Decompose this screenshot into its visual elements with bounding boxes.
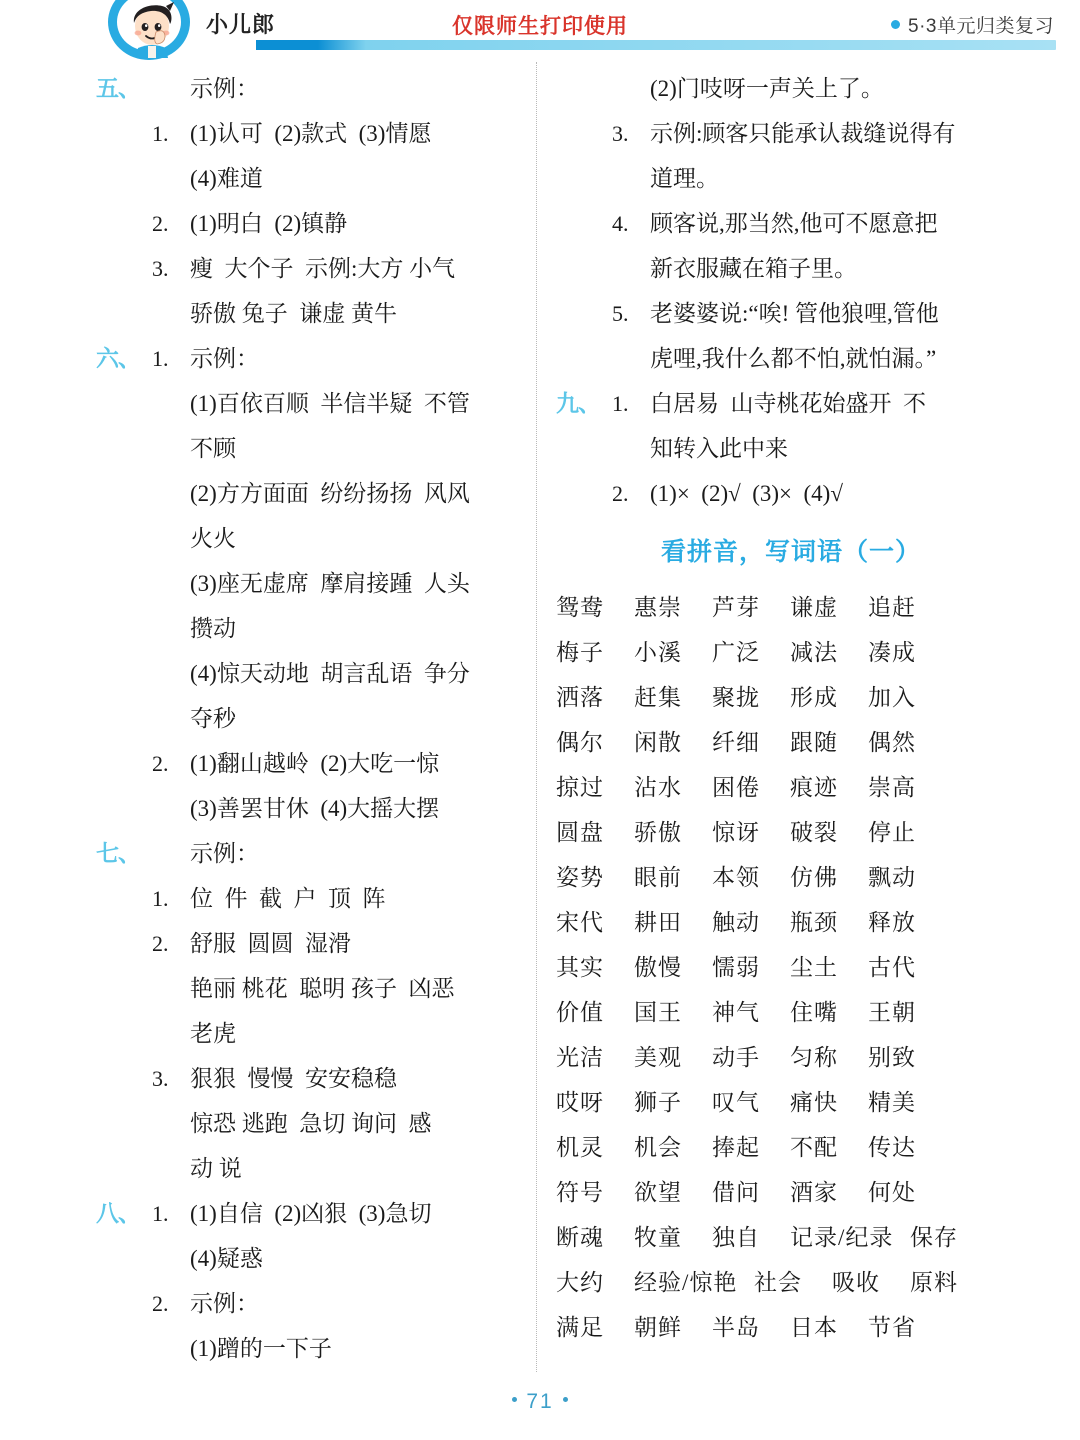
word-grid-cell: 沾水 <box>634 775 682 800</box>
word-grid-cell: 国王 <box>634 1000 682 1025</box>
item-number: 2. <box>612 481 629 506</box>
word-grid-cell: 半岛 <box>712 1315 760 1340</box>
word-grid-cell: 聚拢 <box>712 685 760 710</box>
word-grid-cell: 梅子 <box>556 640 604 665</box>
answer-line: 惊恐 逃跑 急切 询问 感 <box>190 1111 432 1136</box>
word-grid-cell: 广泛 <box>712 640 760 665</box>
word-grid-row <box>556 1215 1026 1260</box>
word-grid-cell: 原料 <box>910 1270 958 1295</box>
answer-line: (2)方方面面 纷纷扬扬 风风 <box>190 481 470 506</box>
answer-line: (4)难道 <box>190 166 263 191</box>
word-grid-row <box>556 1170 1026 1215</box>
word-grid-cell: 牧童 <box>634 1225 682 1250</box>
word-grid-row <box>556 990 1026 1035</box>
page-header <box>0 0 1080 58</box>
answer-line: 攒动 <box>190 616 236 641</box>
word-grid-cell: 飘动 <box>868 865 916 890</box>
word-grid-cell: 不配 <box>790 1135 838 1160</box>
word-grid-cell: 大约 <box>556 1270 604 1295</box>
word-grid-cell: 宋代 <box>556 910 604 935</box>
item-number: 3. <box>612 121 629 146</box>
word-grid-cell: 价值 <box>556 1000 604 1025</box>
right-answer-column <box>556 66 1026 1350</box>
word-grid-cell: 加入 <box>868 685 916 710</box>
answer-line: (1)蹭的一下子 <box>190 1336 332 1361</box>
answer-line: 骄傲 兔子 谦虚 黄牛 <box>190 301 397 326</box>
column-divider <box>536 62 537 1372</box>
print-notice: 仅限师生打印使用 <box>452 15 628 38</box>
answer-block <box>96 111 536 201</box>
answer-line: 不顾 <box>190 436 236 461</box>
word-grid-row <box>556 1080 1026 1125</box>
item-number: 1. <box>152 886 169 911</box>
word-grid-cell: 保存 <box>910 1225 958 1250</box>
answer-line: (2)门吱呀一声关上了。 <box>650 76 884 101</box>
answer-line: (1)自信 (2)凶狠 (3)急切 <box>190 1201 432 1226</box>
word-grid-cell: 耕田 <box>634 910 682 935</box>
answer-line: 位 件 截 户 顶 阵 <box>190 886 386 911</box>
word-grid-cell: 欲望 <box>634 1180 682 1205</box>
word-grid-cell: 洒落 <box>556 685 604 710</box>
answer-line: (3)座无虚席 摩肩接踵 人头 <box>190 571 470 596</box>
section-marker: 六、 <box>96 346 140 371</box>
word-grid-cell: 破裂 <box>790 820 838 845</box>
word-grid-cell: 凑成 <box>868 640 916 665</box>
word-grid-cell: 小溪 <box>634 640 682 665</box>
item-number: 5. <box>612 301 629 326</box>
answer-block <box>96 1056 536 1191</box>
section-marker: 八、 <box>96 1201 140 1226</box>
word-grid-cell: 触动 <box>712 910 760 935</box>
answer-body <box>650 471 1026 516</box>
answer-line: 狠狠 慢慢 安安稳稳 <box>190 1066 397 1091</box>
answer-block <box>556 66 1026 111</box>
word-grid-cell: 吸收 <box>832 1270 880 1295</box>
word-grid-row <box>556 630 1026 675</box>
answer-body <box>190 1281 536 1371</box>
section-marker: 七、 <box>96 841 140 866</box>
word-grid-cell: 社会 <box>754 1270 802 1295</box>
answer-line: 示例： <box>190 346 259 371</box>
word-grid-cell: 掠过 <box>556 775 604 800</box>
item-number: 1. <box>152 346 169 371</box>
answer-block <box>96 876 536 921</box>
word-grid-cell: 痛快 <box>790 1090 838 1115</box>
word-grid-cell: 姿势 <box>556 865 604 890</box>
word-grid-cell: 偶然 <box>868 730 916 755</box>
word-grid-cell: 赶集 <box>634 685 682 710</box>
word-grid-heading: 看拼音，写词语（一） <box>660 538 921 566</box>
word-grid-cell: 本领 <box>712 865 760 890</box>
answer-line: 示例： <box>190 841 259 866</box>
item-number: 1. <box>152 121 169 146</box>
item-number: 1. <box>152 1201 169 1226</box>
word-grid-cell: 瓶颈 <box>790 910 838 935</box>
word-grid-row <box>556 1305 1026 1350</box>
word-grid-cell: 日本 <box>790 1315 838 1340</box>
answer-line: 舒服 圆圆 湿滑 <box>190 931 351 956</box>
answer-body <box>190 831 536 876</box>
word-grid-cell: 哎呀 <box>556 1090 604 1115</box>
word-grid <box>556 585 1026 1350</box>
answer-line: (1)明白 (2)镇静 <box>190 211 348 236</box>
word-grid-cell: 记录/纪录 <box>790 1225 894 1250</box>
word-grid-cell: 别致 <box>868 1045 916 1070</box>
answer-line: (1)认可 (2)款式 (3)情愿 <box>190 121 432 146</box>
item-number: 2. <box>152 751 169 776</box>
answer-body <box>190 1191 536 1281</box>
word-grid-cell: 传达 <box>868 1135 916 1160</box>
answer-body <box>650 111 1026 201</box>
page-number: 71 <box>526 1390 554 1413</box>
word-grid-cell: 偶尔 <box>556 730 604 755</box>
answer-body <box>190 246 536 336</box>
word-grid-cell: 节省 <box>868 1315 916 1340</box>
answer-line: (3)善罢甘休 (4)大摇大摆 <box>190 796 440 821</box>
word-grid-cell: 机会 <box>634 1135 682 1160</box>
answer-line: (1)翻山越岭 (2)大吃一惊 <box>190 751 440 776</box>
word-grid-row <box>556 945 1026 990</box>
answer-body <box>190 66 536 111</box>
answer-line: (1)× (2)√ (3)× (4)√ <box>650 481 843 506</box>
answer-body <box>190 741 536 831</box>
answer-line: 老婆婆说:“唉! 管他狼哩,管他 <box>650 301 939 326</box>
word-grid-cell: 精美 <box>868 1090 916 1115</box>
answer-body <box>650 201 1026 291</box>
word-grid-cell: 骄傲 <box>634 820 682 845</box>
section-marker: 五、 <box>96 76 140 101</box>
word-grid-cell: 形成 <box>790 685 838 710</box>
answer-line: 虎哩,我什么都不怕,就怕漏。” <box>650 346 937 371</box>
item-number: 3. <box>152 1066 169 1091</box>
word-grid-cell: 光洁 <box>556 1045 604 1070</box>
answer-line: 艳丽 桃花 聪明 孩子 凶恶 <box>190 976 455 1001</box>
word-grid-cell: 眼前 <box>634 865 682 890</box>
answer-line: 白居易 山寺桃花始盛开 不 <box>650 391 926 416</box>
word-grid-cell: 惠崇 <box>634 595 682 620</box>
word-grid-cell: 释放 <box>868 910 916 935</box>
answer-block <box>556 471 1026 516</box>
answer-line: 示例： <box>190 76 259 101</box>
answer-body <box>190 1056 536 1191</box>
answer-line: 夺秒 <box>190 706 236 731</box>
word-grid-cell: 惊讶 <box>712 820 760 845</box>
word-grid-cell: 闲散 <box>634 730 682 755</box>
answer-body <box>190 381 536 741</box>
word-grid-cell: 追赶 <box>868 595 916 620</box>
item-number: 1. <box>612 391 629 416</box>
answer-block <box>556 111 1026 201</box>
unit-label-text: 5·3单元归类复习 <box>908 16 1054 37</box>
page-footer <box>0 1390 1080 1414</box>
word-grid-row <box>556 585 1026 630</box>
section-marker: 九、 <box>556 391 600 416</box>
word-grid-row <box>556 900 1026 945</box>
answer-line: 瘦 大个子 示例:大方 小气 <box>190 256 456 281</box>
word-grid-cell: 停止 <box>868 820 916 845</box>
answer-body <box>190 201 536 246</box>
word-grid-cell: 仿佛 <box>790 865 838 890</box>
word-grid-cell: 神气 <box>712 1000 760 1025</box>
answer-body <box>650 291 1026 381</box>
answer-line: 动 说 <box>190 1156 242 1181</box>
word-grid-row <box>556 720 1026 765</box>
answer-line: (4)疑惑 <box>190 1246 263 1271</box>
item-number: 3. <box>152 256 169 281</box>
word-grid-cell: 狮子 <box>634 1090 682 1115</box>
word-grid-cell: 其实 <box>556 955 604 980</box>
word-grid-cell: 圆盘 <box>556 820 604 845</box>
word-grid-cell: 鸳鸯 <box>556 595 604 620</box>
word-grid-cell: 谦虚 <box>790 595 838 620</box>
answer-block <box>96 246 536 336</box>
answer-block <box>96 831 536 876</box>
word-grid-cell: 王朝 <box>868 1000 916 1025</box>
footer-dot-right-icon <box>563 1397 568 1402</box>
answer-line: 知转入此中来 <box>650 436 788 461</box>
word-grid-cell: 尘土 <box>790 955 838 980</box>
word-grid-row <box>556 1260 1026 1305</box>
word-grid-cell: 经验/惊艳 <box>634 1270 738 1295</box>
word-grid-row <box>556 810 1026 855</box>
word-grid-cell: 捧起 <box>712 1135 760 1160</box>
word-grid-cell: 傲慢 <box>634 955 682 980</box>
answer-block <box>96 1281 536 1371</box>
answer-block <box>556 291 1026 381</box>
left-answer-column <box>96 66 536 1371</box>
word-grid-row <box>556 675 1026 720</box>
answer-body <box>190 921 536 1056</box>
answer-line: (1)百依百顺 半信半疑 不管 <box>190 391 470 416</box>
answer-line: 新衣服藏在箱子里。 <box>650 256 857 281</box>
word-grid-cell: 叹气 <box>712 1090 760 1115</box>
answer-line: 顾客说,那当然,他可不愿意把 <box>650 211 938 236</box>
answer-block <box>556 381 1026 471</box>
word-grid-cell: 机灵 <box>556 1135 604 1160</box>
answer-block <box>96 336 536 381</box>
word-grid-cell: 断魂 <box>556 1225 604 1250</box>
word-grid-row <box>556 855 1026 900</box>
bullet-dot-icon <box>891 20 900 29</box>
word-grid-row <box>556 1125 1026 1170</box>
answer-block <box>96 741 536 831</box>
answer-line: 示例:顾客只能承认裁缝说得有 <box>650 121 956 146</box>
answer-block <box>96 66 536 111</box>
answer-body <box>190 336 536 381</box>
answer-block <box>96 201 536 246</box>
word-grid-cell: 痕迹 <box>790 775 838 800</box>
answer-block <box>556 201 1026 291</box>
word-grid-cell: 崇高 <box>868 775 916 800</box>
word-grid-cell: 芦芽 <box>712 595 760 620</box>
word-grid-cell: 懦弱 <box>712 955 760 980</box>
word-grid-cell: 美观 <box>634 1045 682 1070</box>
footer-dot-left-icon <box>512 1397 517 1402</box>
word-grid-cell: 住嘴 <box>790 1000 838 1025</box>
word-grid-cell: 纤细 <box>712 730 760 755</box>
word-grid-cell: 古代 <box>868 955 916 980</box>
answer-line: 示例： <box>190 1291 259 1316</box>
answer-body <box>650 66 1026 111</box>
answer-body <box>650 381 1026 471</box>
word-grid-cell: 独自 <box>712 1225 760 1250</box>
word-grid-cell: 朝鲜 <box>634 1315 682 1340</box>
word-grid-cell: 符号 <box>556 1180 604 1205</box>
item-number: 2. <box>152 931 169 956</box>
word-grid-row <box>556 765 1026 810</box>
word-grid-cell: 减法 <box>790 640 838 665</box>
item-number: 4. <box>612 211 629 236</box>
word-grid-cell: 跟随 <box>790 730 838 755</box>
word-grid-cell: 何处 <box>868 1180 916 1205</box>
header-rule-bar <box>256 40 1056 50</box>
answer-body <box>190 876 536 921</box>
answer-line: (4)惊天动地 胡言乱语 争分 <box>190 661 470 686</box>
answer-line: 老虎 <box>190 1021 236 1046</box>
word-grid-row <box>556 1035 1026 1080</box>
word-grid-cell: 困倦 <box>712 775 760 800</box>
answer-block <box>96 381 536 741</box>
answer-body <box>190 111 536 201</box>
answer-line: 道理。 <box>650 166 719 191</box>
word-grid-cell: 酒家 <box>790 1180 838 1205</box>
brand-title: 小儿郎 <box>206 12 276 37</box>
word-grid-cell: 动手 <box>712 1045 760 1070</box>
word-grid-cell: 匀称 <box>790 1045 838 1070</box>
header-rule-accent <box>256 40 318 50</box>
answer-block <box>96 1191 536 1281</box>
unit-label <box>891 11 1054 38</box>
word-grid-cell: 借问 <box>712 1180 760 1205</box>
item-number: 2. <box>152 211 169 236</box>
answer-block <box>96 921 536 1056</box>
answer-line: 火火 <box>190 526 236 551</box>
item-number: 2. <box>152 1291 169 1316</box>
word-grid-cell: 满足 <box>556 1315 604 1340</box>
